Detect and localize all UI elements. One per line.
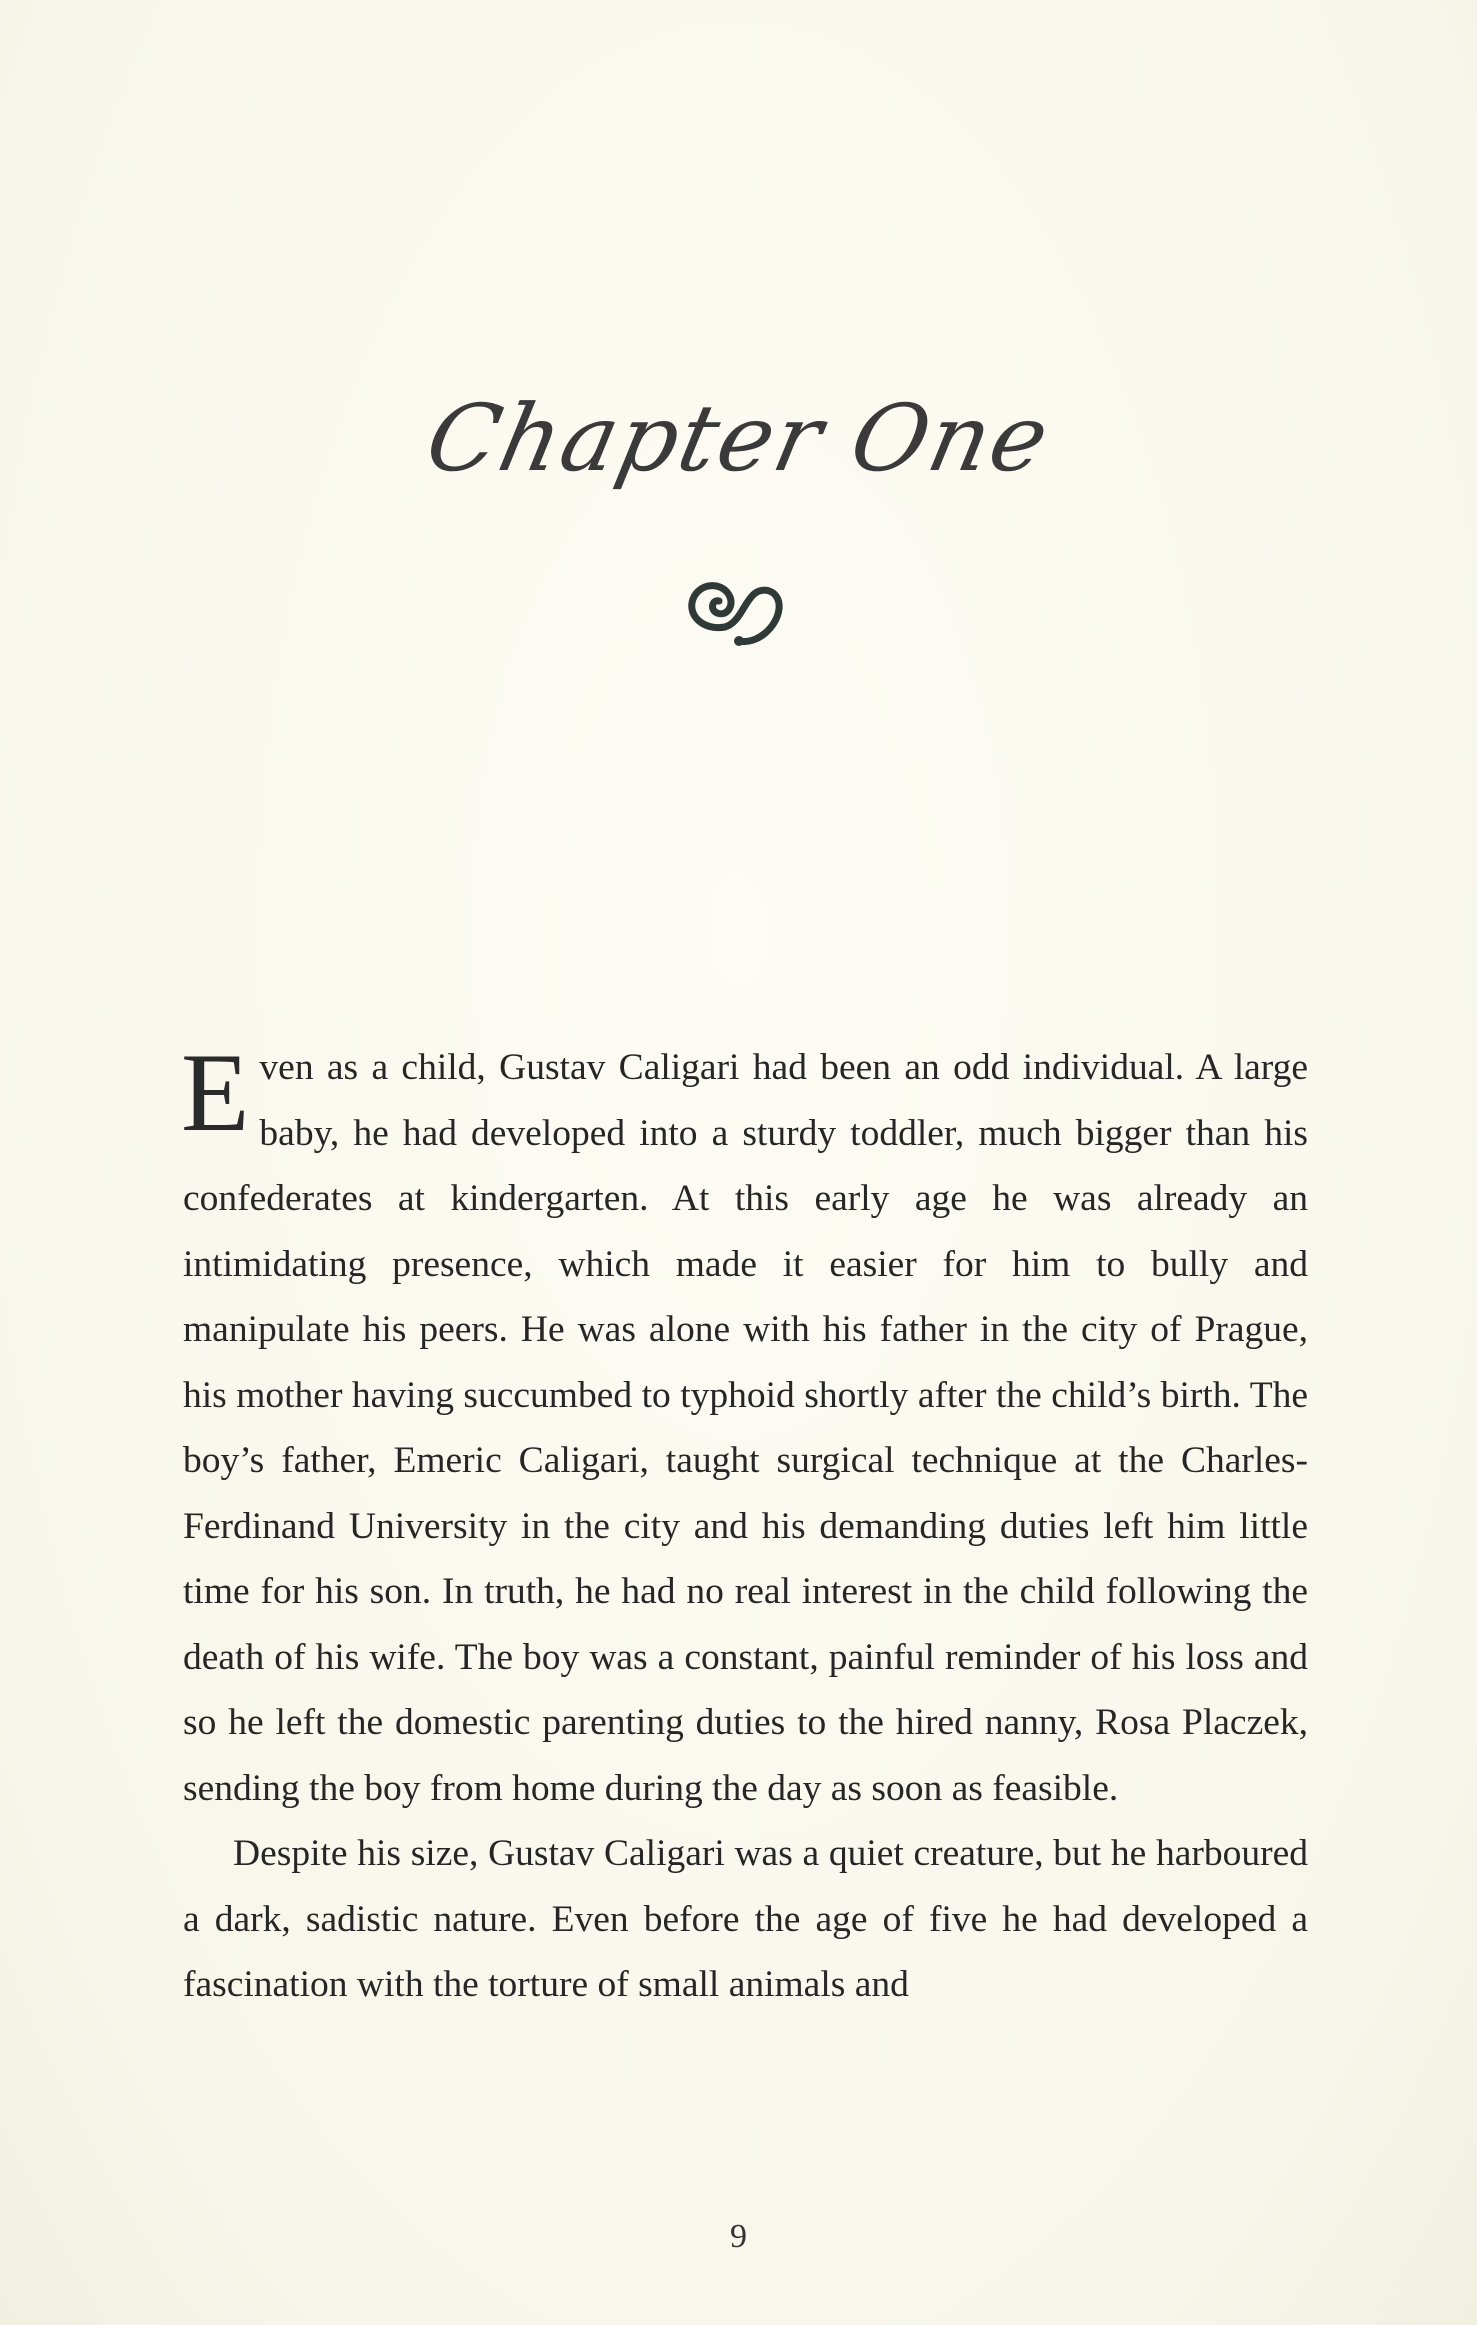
drop-cap: E: [181, 1031, 250, 1155]
page-number: 9: [730, 2218, 747, 2255]
chapter-heading: [0, 385, 1477, 492]
chapter-body: [181, 1031, 1308, 2018]
scroll-flourish-icon: [673, 565, 803, 655]
paragraph-1-text: ven as a child, Gustav Caligari had been an odd individual. A large baby, he had developed into a sturdy toddler, much bigger than his confederates at kindergarten. At this early age he was already an intimidating presence, which made it easier for him to bully and manipulate his peers. He was alone with his father in the city of Prague, his mother having succumbed to typhoid shortly after the child’s birth. The boy’s father, Emeric Caligari, taught surgical technique at the Charles-Ferdinand University in the city and his demanding duties left him little time for his son. In truth, he had no real interest in the child following the death of his wife. The boy was a constant, painful reminder of his loss and so he left the domestic parenting duties to the hired nanny, Rosa Placzek, sending the boy from home during the day as soon as feasible.: [183, 1047, 1308, 1809]
chapter-title: Chapter One: [417, 385, 1060, 492]
paragraph-2: Despite his size, Gustav Caligari was a quiet creature, but he harboured a dark, sadistic nature. Even before the age of five he had developed a fascination with the torture of small animals and: [183, 1833, 1308, 2005]
paragraph-1: [181, 1031, 1308, 1821]
